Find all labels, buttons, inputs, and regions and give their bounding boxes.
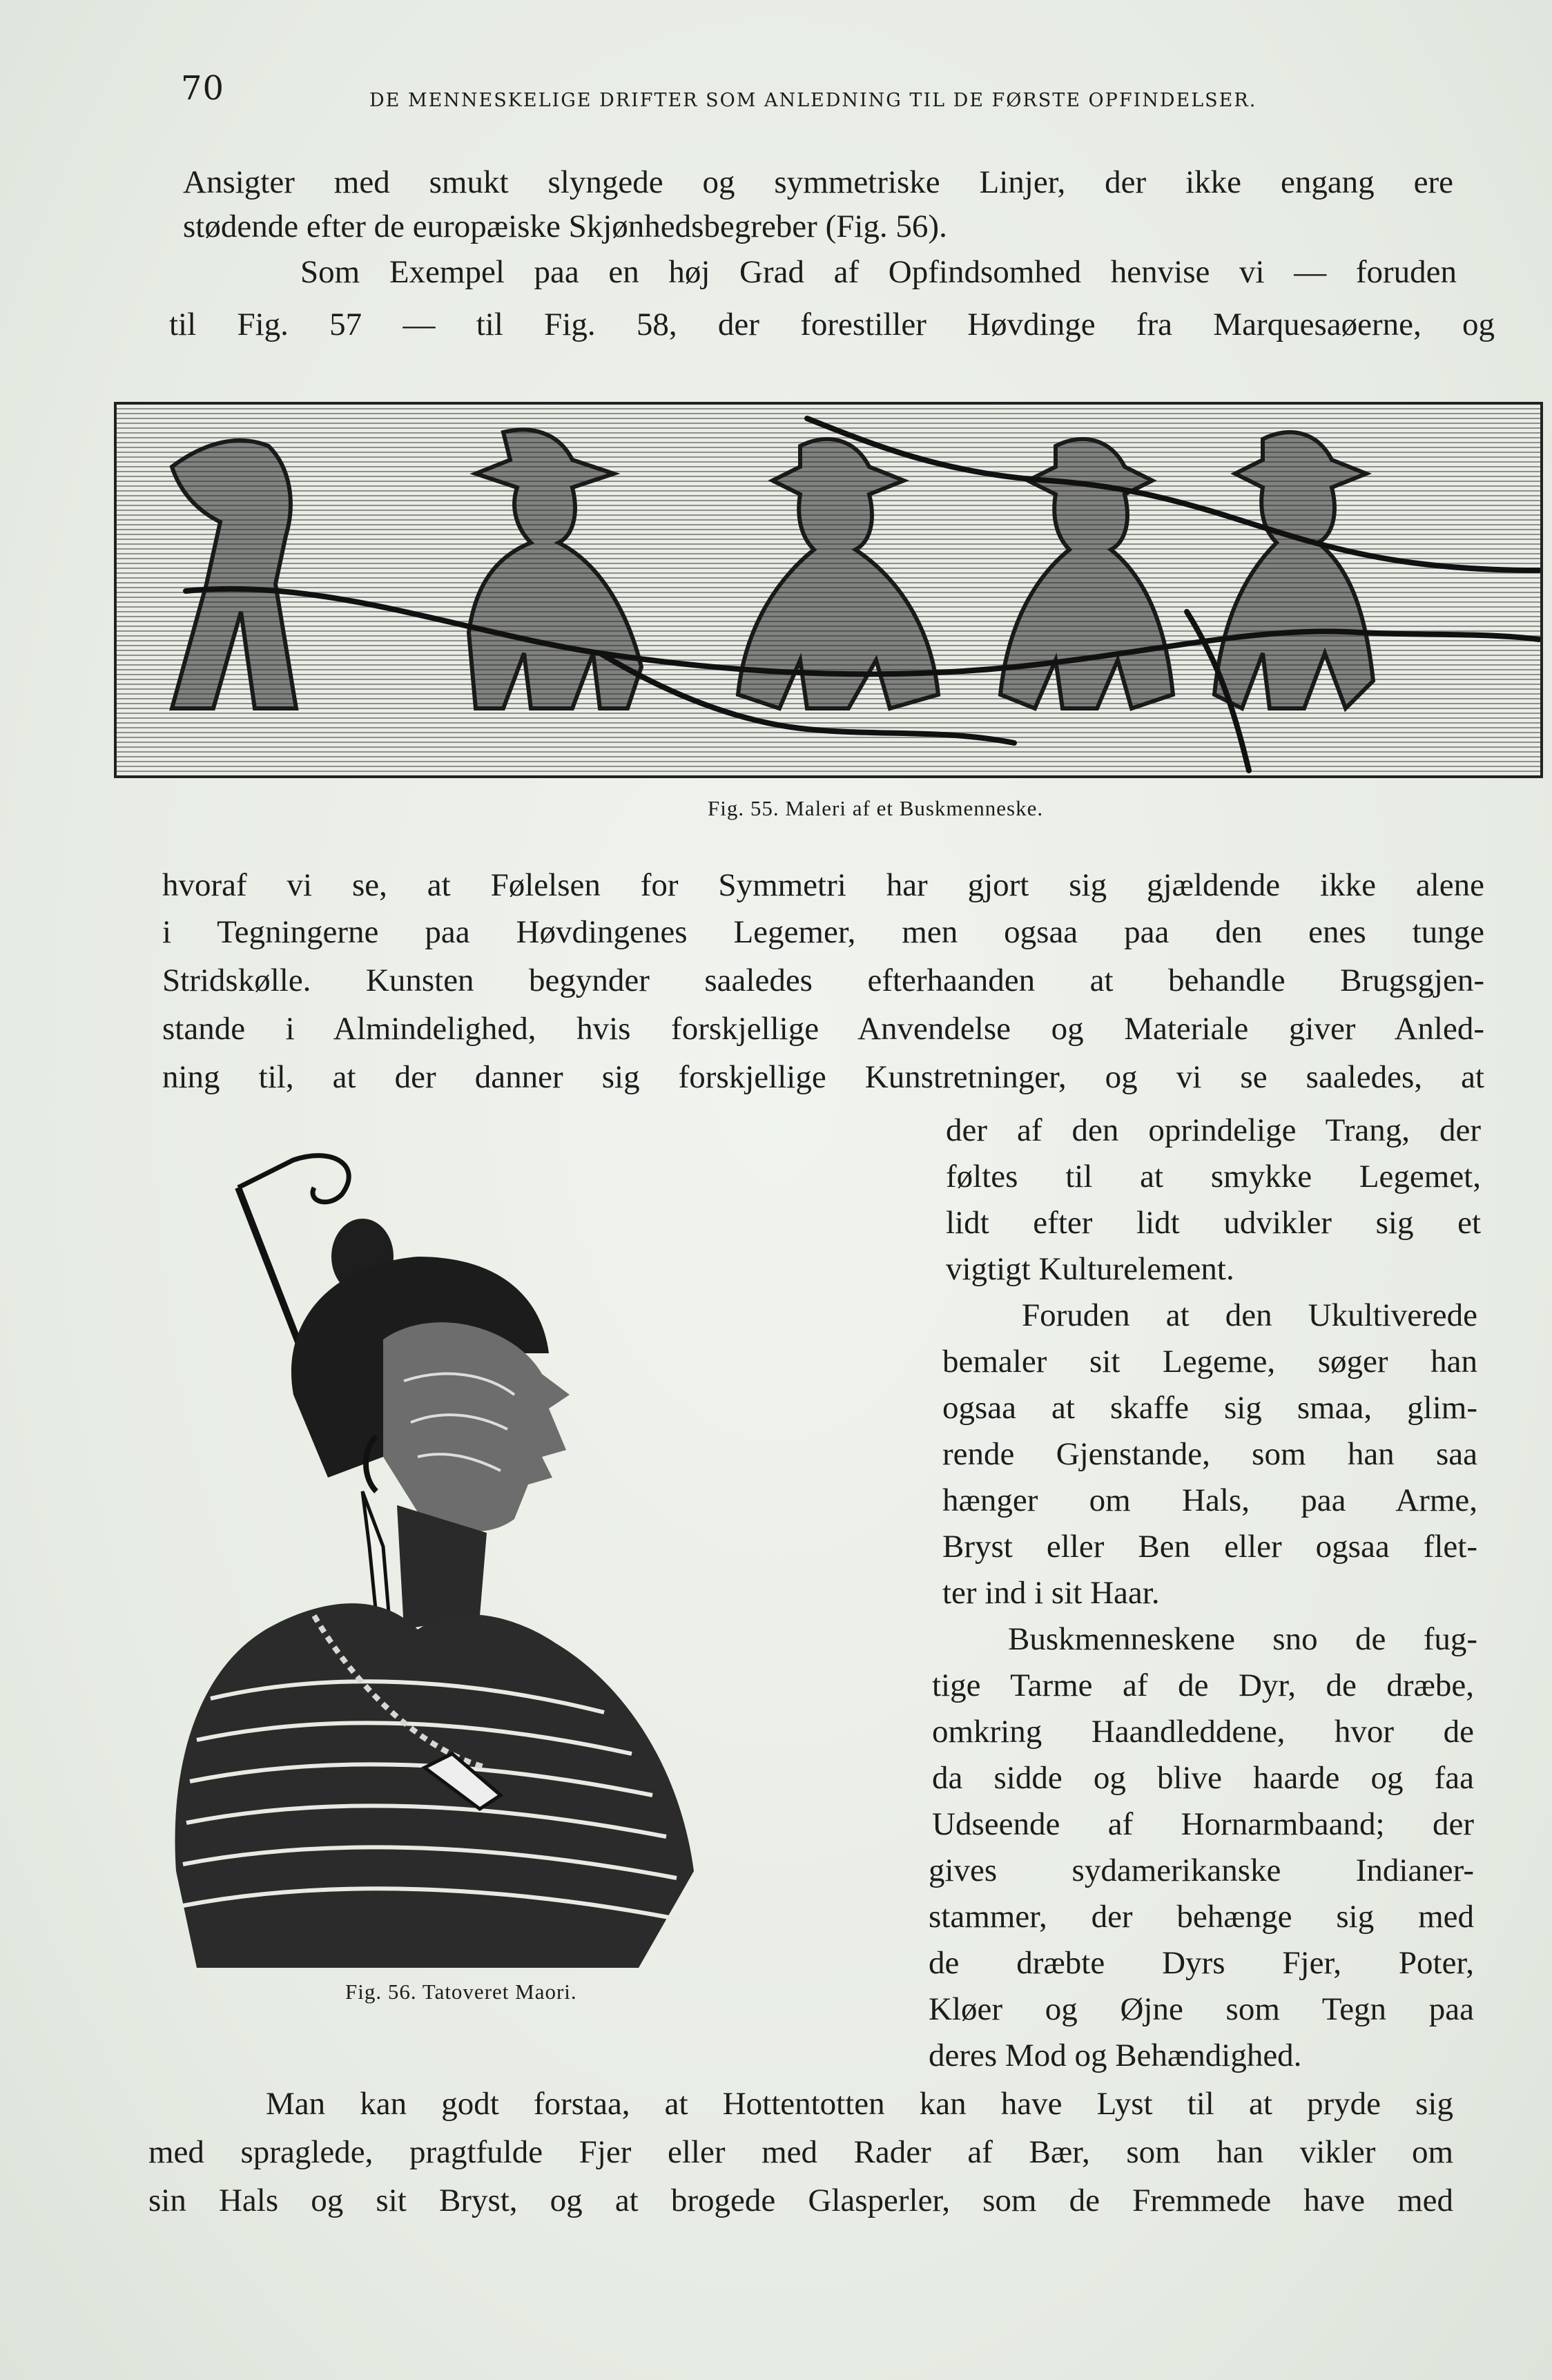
text-line: vigtigt Kulturelement. [946, 1251, 1234, 1287]
bushman-painting-illustration [117, 405, 1540, 775]
figure-bushman-painting [114, 402, 1543, 778]
figure-56-caption: Fig. 56. Tatoveret Maori. [345, 1980, 577, 2004]
text-line: da sidde og blive haarde og faa [932, 1760, 1474, 1796]
text-line: Stridskølle. Kunsten begynder saaledes efterhaanden at behandle Brugsgjen- [162, 962, 1484, 998]
text-line: tige Tarme af de Dyr, de dræbe, [932, 1667, 1474, 1703]
text-line: Kløer og Øjne som Tegn paa [929, 1991, 1474, 2027]
text-line: Bryst eller Ben eller ogsaa flet- [942, 1529, 1477, 1565]
text-line: føltes til at smykke Legemet, [946, 1159, 1481, 1194]
running-title: DE MENNESKELIGE DRIFTER SOM ANLEDNING TIL DE FØRSTE OPFINDELSER. [369, 90, 1257, 111]
text-line: stande i Almindelighed, hvis forskjellige Anvendelse og Materiale giver Anled- [162, 1011, 1484, 1047]
text-line: med spraglede, pragtfulde Fjer eller med Rader af Bær, som han vikler om [148, 2134, 1453, 2170]
text-line: lidt efter lidt udvikler sig et [946, 1205, 1481, 1241]
text-line: stammer, der behænge sig med [929, 1899, 1474, 1935]
text-line: ter ind i sit Haar. [942, 1575, 1160, 1611]
text-line: de dræbte Dyrs Fjer, Poter, [929, 1945, 1474, 1981]
text-line: Foruden at den Ukultiverede [1022, 1297, 1477, 1333]
text-line: Ansigter med smukt slyngede og symmetriske Linjer, der ikke engang ere [183, 164, 1453, 200]
text-line: der af den oprindelige Trang, der [946, 1112, 1481, 1148]
text-line: hvoraf vi se, at Følelsen for Symmetri har gjort sig gjældende ikke alene [162, 867, 1484, 903]
text-line: i Tegningerne paa Høvdingenes Legemer, men ogsaa paa den enes tunge [162, 914, 1484, 950]
text-line: Udseende af Hornarmbaand; der [932, 1806, 1474, 1842]
text-line: ning til, at der danner sig forskjellige Kunstretninger, og vi se saaledes, at [162, 1059, 1484, 1095]
maori-portrait-illustration [155, 1146, 887, 1968]
text-line: bemaler sit Legeme, søger han [942, 1344, 1477, 1380]
text-line: rende Gjenstande, som han saa [942, 1436, 1477, 1472]
text-line: sin Hals og sit Bryst, og at brogede Glasperler, som de Fremmede have med [148, 2183, 1453, 2218]
text-line: gives sydamerikanske Indianer- [929, 1852, 1474, 1888]
text-line: Buskmenneskene sno de fug- [1008, 1621, 1477, 1657]
page-number: 70 [181, 69, 225, 108]
text-line: ogsaa at skaffe sig smaa, glim- [942, 1390, 1477, 1426]
text-line: stødende efter de europæiske Skjønhedsbegreber (Fig. 56). [183, 209, 947, 244]
text-line: hænger om Hals, paa Arme, [942, 1482, 1477, 1518]
text-line: Som Exempel paa en høj Grad af Opfindsomhed henvise vi — foruden [300, 254, 1457, 290]
figure-tattooed-maori [155, 1146, 887, 1968]
text-line: omkring Haandleddene, hvor de [932, 1714, 1474, 1750]
text-line: Man kan godt forstaa, at Hottentotten kan have Lyst til at pryde sig [266, 2086, 1453, 2122]
figure-55-caption: Fig. 55. Maleri af et Buskmenneske. [708, 796, 1044, 820]
text-line: til Fig. 57 — til Fig. 58, der forestiller Høvdinge fra Marquesaøerne, og [169, 307, 1495, 342]
text-line: deres Mod og Behændighed. [929, 2038, 1302, 2073]
